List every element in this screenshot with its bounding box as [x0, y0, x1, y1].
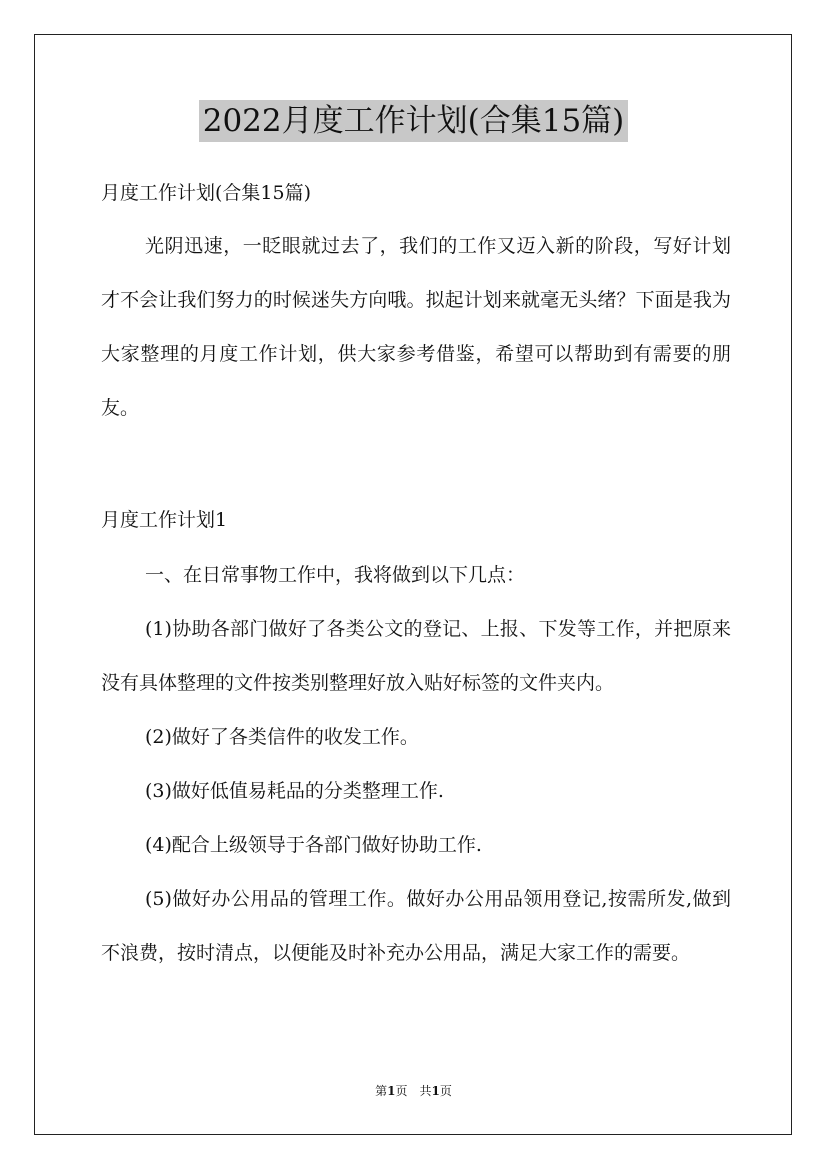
plan-paragraph: (2)做好了各类信件的收发工作。	[145, 726, 419, 748]
plan-paragraph: 一、在日常事物工作中，我将做到以下几点：	[145, 564, 526, 586]
page-footer	[0, 1082, 827, 1100]
title-container	[0, 100, 827, 142]
footer-page-mid: 页 共	[395, 1084, 432, 1098]
intro-paragraph: 光阴迅速，一眨眼就过去了，我们的工作又迈入新的阶段，写好计划才不会让我们努力的时候迷失方向哦。拟起计划来就毫无头绪？下面是我为大家整理的月度工作计划，供大家参考借鉴，希望可以帮助到有需要的朋友。	[101, 235, 731, 419]
plan-paragraph: (5)做好办公用品的管理工作。做好办公用品领用登记,按需所发,做到不浪费，按时清点，以便能及时补充办公用品，满足大家工作的需要。	[101, 888, 731, 964]
plan-paragraph: (1)协助各部门做好了各类公文的登记、上报、下发等工作，并把原来没有具体整理的文件按类别整理好放入贴好标签的文件夹内。	[101, 618, 731, 694]
plan-paragraph: (4)配合上级领导于各部门做好协助工作.	[145, 834, 482, 856]
footer-page-prefix: 第	[375, 1084, 388, 1098]
footer-total-pages: 1	[431, 1084, 440, 1098]
plan-body	[101, 548, 731, 980]
document-title: 2022月度工作计划(合集15篇)	[199, 100, 629, 142]
section-title: 月度工作计划1	[101, 509, 228, 531]
plan-paragraph: (3)做好低值易耗品的分类整理工作.	[145, 780, 444, 802]
footer-page-suffix: 页	[439, 1084, 452, 1098]
footer-page-number: 1	[387, 1084, 396, 1098]
document-subtitle: 月度工作计划(合集15篇)	[101, 182, 312, 204]
